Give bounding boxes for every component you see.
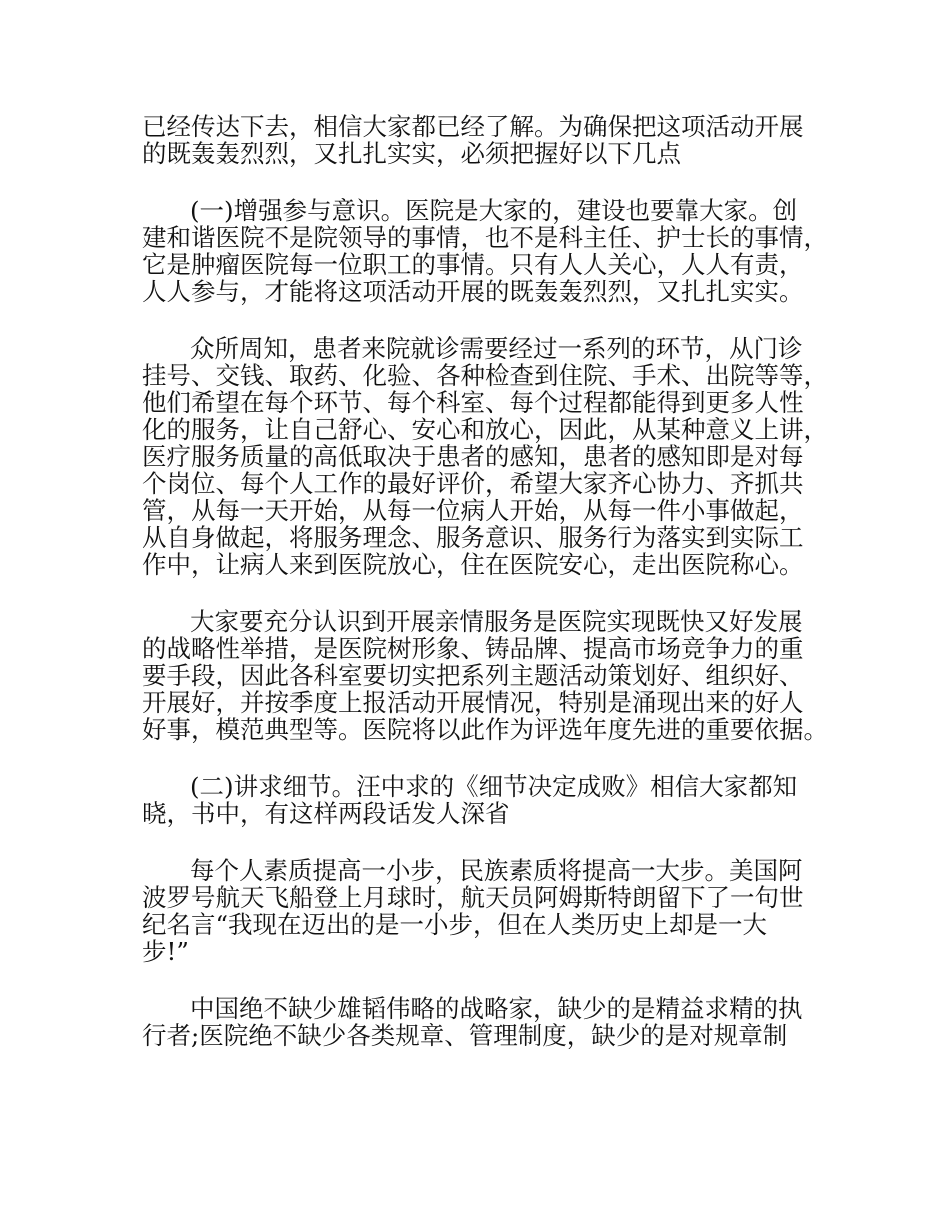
paragraph-1 bbox=[142, 113, 842, 167]
text-line: 波罗号航天飞船登上月球时，航天员阿姆斯特朗留下了一句世 bbox=[142, 883, 804, 912]
text-line: 中国绝不缺少雄韬伟略的战略家，缺少的是精益求精的执 bbox=[190, 994, 803, 1023]
text-line: 纪名言“我现在迈出的是一小步，但在人类历史上却是一大 bbox=[142, 910, 768, 939]
text-line: 每个人素质提高一小步，民族素质将提高一大步。美国阿 bbox=[190, 856, 803, 885]
paragraph-5 bbox=[142, 773, 842, 827]
document-body bbox=[142, 113, 842, 1049]
paragraph-3 bbox=[142, 335, 842, 578]
text-line: 众所周知，患者来院就诊需要经过一系列的环节，从门诊 bbox=[190, 334, 803, 363]
text-line: 化的服务，让自己舒心、安心和放心，因此，从某种意义上讲， bbox=[142, 415, 828, 444]
text-line: 的既轰轰烈烈，又扎扎实实，必须把握好以下几点 bbox=[142, 139, 681, 168]
text-line: (一)增强参与意识。医院是大家的，建设也要靠大家。创 bbox=[190, 196, 798, 225]
text-line: 个岗位、每个人工作的最好评价，希望大家齐心协力、齐抓共 bbox=[142, 469, 804, 498]
paragraph-7 bbox=[142, 995, 842, 1049]
text-line: 人人参与，才能将这项活动开展的既轰轰烈烈，又扎扎实实。 bbox=[142, 277, 804, 306]
text-line: (二)讲求细节。汪中求的《细节决定成败》相信大家都知 bbox=[190, 772, 798, 801]
text-line: 要手段，因此各科室要切实把系列主题活动策划好、组织好、 bbox=[142, 661, 804, 690]
paragraph-6 bbox=[142, 857, 842, 965]
text-line: 它是肿瘤医院每一位职工的事情。只有人人关心，人人有责， bbox=[142, 250, 804, 279]
paragraph-2 bbox=[142, 197, 842, 305]
text-line: 他们希望在每个环节、每个科室、每个过程都能得到更多人性 bbox=[142, 388, 804, 417]
text-line: 管，从每一天开始，从每一位病人开始，从每一件小事做起， bbox=[142, 496, 804, 525]
text-line: 步!” bbox=[142, 937, 189, 966]
text-line: 开展好，并按季度上报活动开展情况，特别是涌现出来的好人 bbox=[142, 688, 804, 717]
text-line: 作中，让病人来到医院放心，住在医院安心，走出医院称心。 bbox=[142, 550, 804, 579]
text-line: 晓，书中，有这样两段话发人深省 bbox=[142, 799, 510, 828]
text-line: 从自身做起，将服务理念、服务意识、服务行为落实到实际工 bbox=[142, 523, 804, 552]
text-line: 大家要充分认识到开展亲情服务是医院实现既快又好发展 bbox=[190, 607, 803, 636]
text-line: 医疗服务质量的高低取决于患者的感知，患者的感知即是对每 bbox=[142, 442, 804, 471]
text-line: 的战略性举措，是医院树形象、铸品牌、提高市场竞争力的重 bbox=[142, 634, 804, 663]
text-line: 行者;医院绝不缺少各类规章、管理制度，缺少的是对规章制 bbox=[142, 1021, 788, 1050]
text-line: 已经传达下去，相信大家都已经了解。为确保把这项活动开展 bbox=[142, 112, 804, 141]
paragraph-4 bbox=[142, 608, 842, 743]
text-line: 好事，模范典型等。医院将以此作为评选年度先进的重要依据。 bbox=[142, 715, 828, 744]
text-line: 挂号、交钱、取药、化验、各种检查到住院、手术、出院等等， bbox=[142, 361, 828, 390]
text-line: 建和谐医院不是院领导的事情，也不是科主任、护士长的事情， bbox=[142, 223, 828, 252]
